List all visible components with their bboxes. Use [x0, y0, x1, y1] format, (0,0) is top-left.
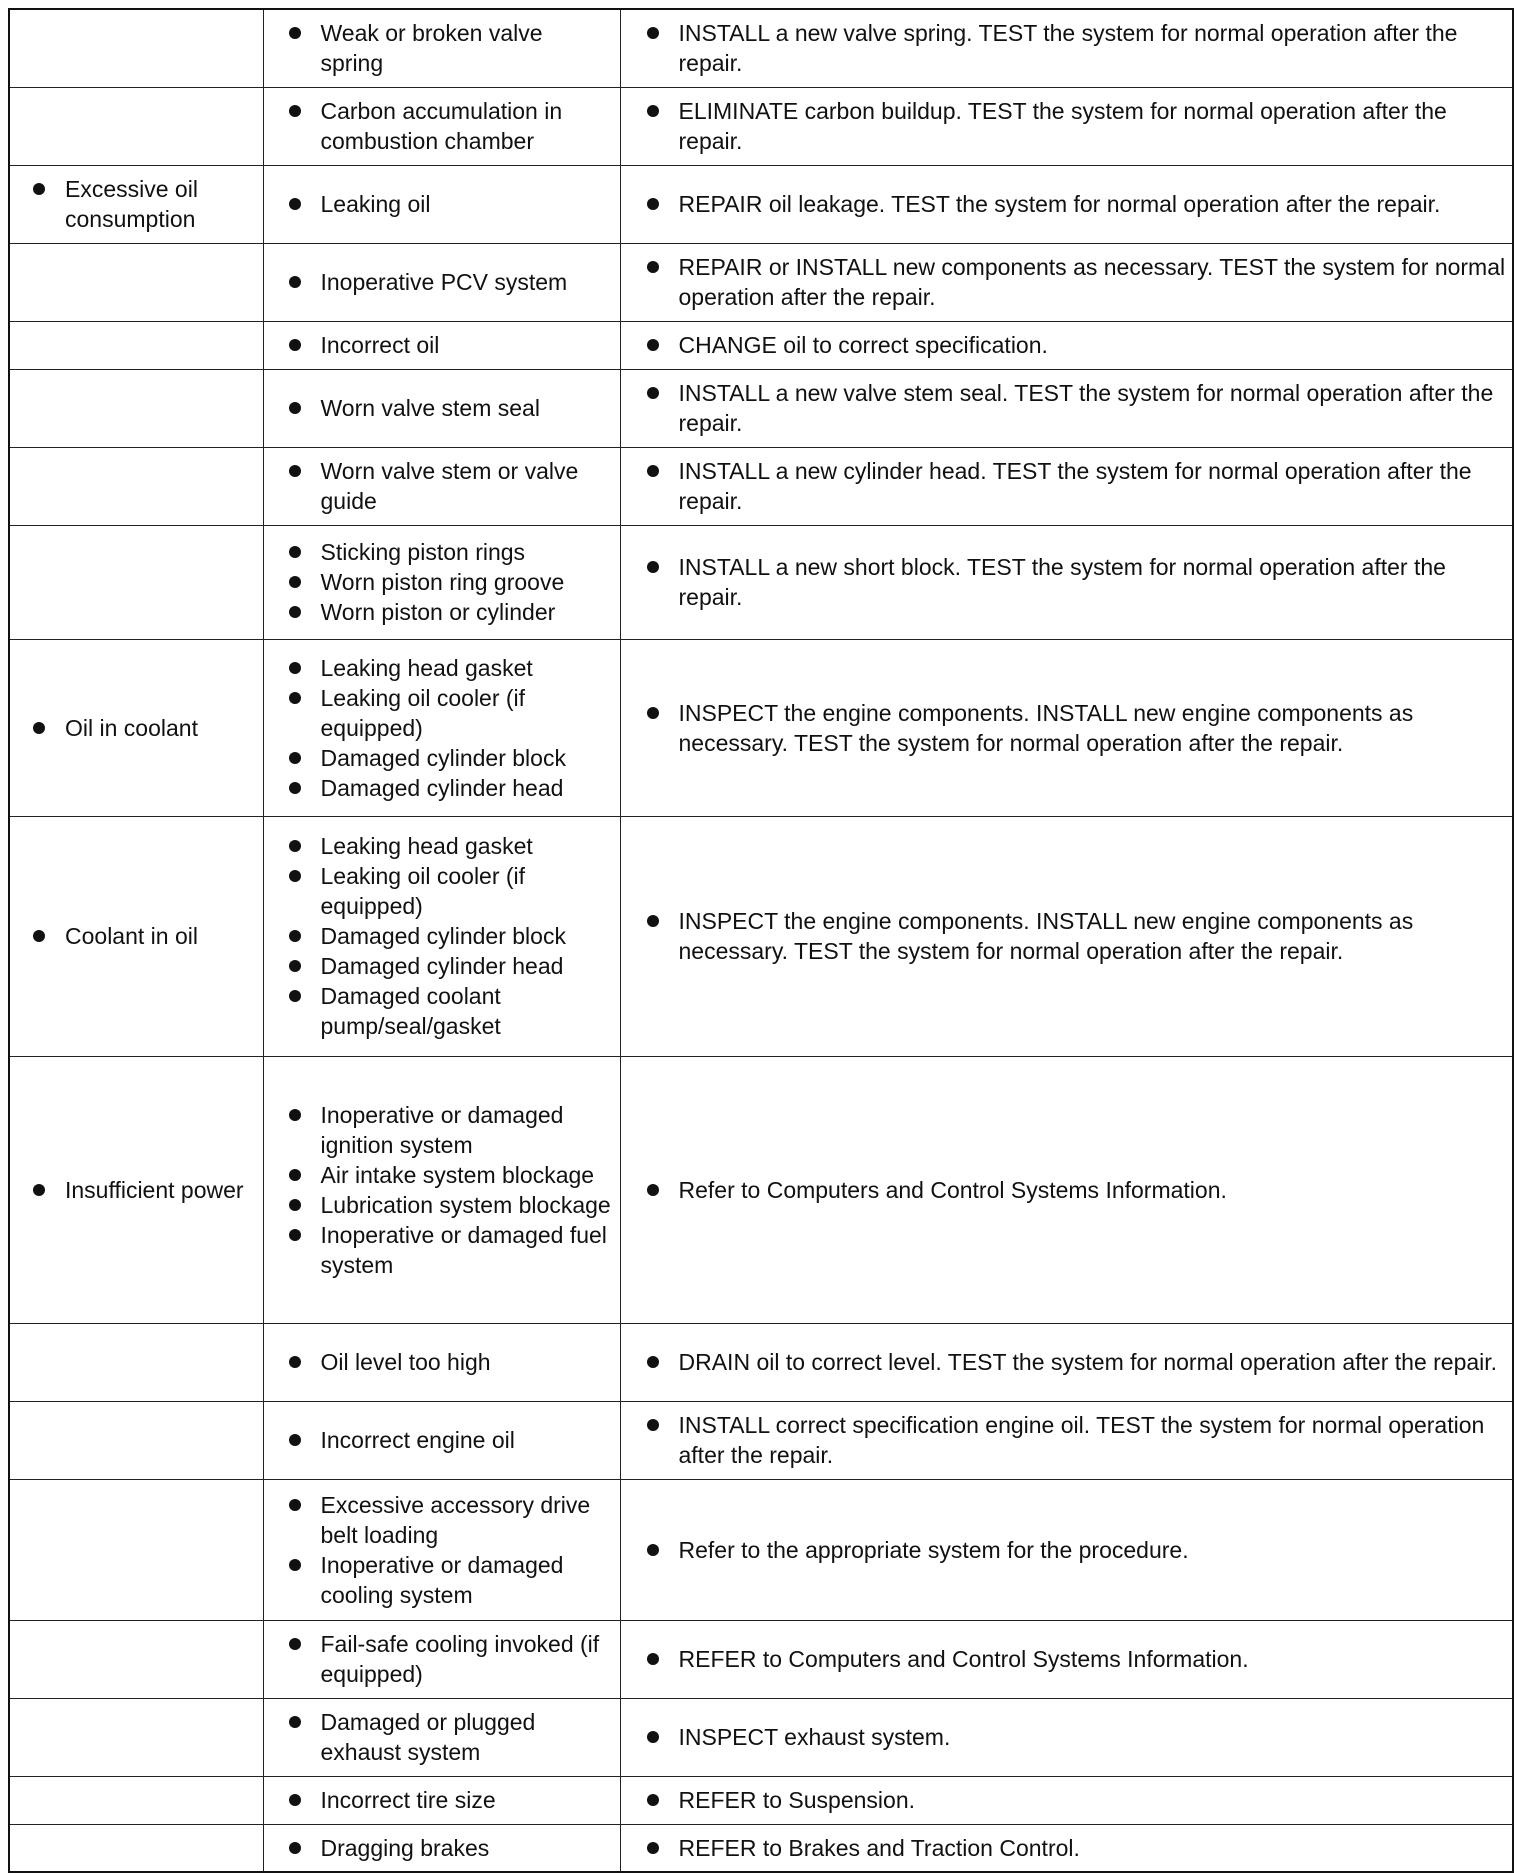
table-row	[9, 243, 1513, 321]
cause-item: Worn valve stem or valve guide	[264, 456, 620, 516]
cause-cell	[263, 1401, 620, 1479]
action-cell	[620, 816, 1513, 1056]
symptom-text: Insufficient power	[10, 1175, 263, 1205]
cause-item: Inoperative or damaged fuel system	[264, 1220, 620, 1280]
action-item: Refer to Computers and Control Systems Information.	[621, 1175, 1513, 1205]
cause-item: Carbon accumulation in combustion chamber	[264, 96, 620, 156]
symptom-cell	[9, 369, 263, 447]
table-row	[9, 1698, 1513, 1776]
cause-cell-list	[264, 456, 620, 516]
cause-cell-list	[264, 1100, 620, 1280]
action-cell-list	[621, 378, 1513, 438]
symptom-cell	[9, 639, 263, 816]
table-row	[9, 87, 1513, 165]
table-row	[9, 1620, 1513, 1698]
action-item: INSTALL correct specification engine oil. TEST the system for normal operation after the repair.	[621, 1410, 1513, 1470]
cause-item: Leaking oil cooler (if equipped)	[264, 861, 620, 921]
cause-cell	[263, 1056, 620, 1323]
action-item: ELIMINATE carbon buildup. TEST the system for normal operation after the repair.	[621, 96, 1513, 156]
table-row	[9, 1323, 1513, 1401]
cause-item: Incorrect oil	[264, 330, 620, 360]
cause-item: Sticking piston rings	[264, 537, 620, 567]
cause-cell	[263, 9, 620, 87]
symptom-cell	[9, 525, 263, 639]
table-row	[9, 1401, 1513, 1479]
action-cell	[620, 447, 1513, 525]
cause-cell-list	[264, 537, 620, 627]
action-cell	[620, 525, 1513, 639]
cause-cell-list	[264, 653, 620, 803]
symptom-cell	[9, 816, 263, 1056]
cause-cell-list	[264, 1707, 620, 1767]
cause-item: Worn piston ring groove	[264, 567, 620, 597]
cause-item: Lubrication system blockage	[264, 1190, 620, 1220]
cause-item: Fail-safe cooling invoked (if equipped)	[264, 1629, 620, 1689]
cause-item: Incorrect engine oil	[264, 1425, 620, 1455]
cause-cell-list	[264, 330, 620, 360]
cause-cell	[263, 87, 620, 165]
cause-cell	[263, 1479, 620, 1620]
cause-cell-list	[264, 1785, 620, 1815]
diagnosis-table-body	[9, 9, 1513, 1872]
symptom-cell	[9, 1698, 263, 1776]
symptom-cell	[9, 243, 263, 321]
action-item: REPAIR oil leakage. TEST the system for normal operation after the repair.	[621, 189, 1513, 219]
table-row	[9, 525, 1513, 639]
table-row	[9, 816, 1513, 1056]
cause-item: Weak or broken valve spring	[264, 18, 620, 78]
symptom-cell	[9, 447, 263, 525]
cause-item: Worn piston or cylinder	[264, 597, 620, 627]
table-row	[9, 1824, 1513, 1872]
symptom-cell	[9, 1401, 263, 1479]
cause-cell	[263, 321, 620, 369]
action-cell-list	[621, 1833, 1513, 1863]
cause-cell-list	[264, 393, 620, 423]
table-row	[9, 369, 1513, 447]
symptom-cell	[9, 165, 263, 243]
cause-cell	[263, 447, 620, 525]
table-row	[9, 1056, 1513, 1323]
action-cell-list	[621, 1175, 1513, 1205]
action-item: REFER to Computers and Control Systems Information.	[621, 1644, 1513, 1674]
action-cell	[620, 243, 1513, 321]
action-item: REFER to Brakes and Traction Control.	[621, 1833, 1513, 1863]
cause-cell	[263, 165, 620, 243]
diagnosis-table	[8, 8, 1514, 1873]
action-cell-list	[621, 1410, 1513, 1470]
cause-cell	[263, 816, 620, 1056]
cause-item: Inoperative or damaged cooling system	[264, 1550, 620, 1610]
symptom-cell-list	[10, 1175, 263, 1205]
cause-cell-list	[264, 18, 620, 78]
action-cell	[620, 1776, 1513, 1824]
symptom-text: Excessive oil consumption	[10, 174, 263, 234]
action-item: Refer to the appropriate system for the procedure.	[621, 1535, 1513, 1565]
table-row	[9, 1776, 1513, 1824]
cause-item: Leaking head gasket	[264, 653, 620, 683]
action-cell-list	[621, 698, 1513, 758]
symptom-cell	[9, 1323, 263, 1401]
symptom-cell	[9, 1620, 263, 1698]
cause-cell-list	[264, 267, 620, 297]
action-cell-list	[621, 552, 1513, 612]
cause-item: Dragging brakes	[264, 1833, 620, 1863]
cause-item: Air intake system blockage	[264, 1160, 620, 1190]
cause-cell-list	[264, 1833, 620, 1863]
cause-cell	[263, 1824, 620, 1872]
symptom-cell	[9, 1824, 263, 1872]
action-cell-list	[621, 1535, 1513, 1565]
cause-cell-list	[264, 1629, 620, 1689]
cause-item: Leaking head gasket	[264, 831, 620, 861]
action-cell	[620, 1479, 1513, 1620]
action-cell-list	[621, 189, 1513, 219]
cause-item: Damaged or plugged exhaust system	[264, 1707, 620, 1767]
action-cell-list	[621, 1347, 1513, 1377]
action-item: INSTALL a new cylinder head. TEST the system for normal operation after the repair.	[621, 456, 1513, 516]
action-item: REPAIR or INSTALL new components as necessary. TEST the system for normal operation after the repair.	[621, 252, 1513, 312]
cause-cell	[263, 1620, 620, 1698]
symptom-cell	[9, 87, 263, 165]
symptom-cell	[9, 9, 263, 87]
action-cell-list	[621, 330, 1513, 360]
action-cell-list	[621, 18, 1513, 78]
action-cell-list	[621, 1722, 1513, 1752]
table-row	[9, 639, 1513, 816]
action-item: INSPECT the engine components. INSTALL new engine components as necessary. TEST the system for normal operation after the repair.	[621, 906, 1513, 966]
cause-cell	[263, 1776, 620, 1824]
symptom-cell	[9, 321, 263, 369]
action-cell	[620, 639, 1513, 816]
cause-item: Worn valve stem seal	[264, 393, 620, 423]
cause-cell-list	[264, 96, 620, 156]
cause-item: Oil level too high	[264, 1347, 620, 1377]
action-cell-list	[621, 456, 1513, 516]
cause-item: Inoperative or damaged ignition system	[264, 1100, 620, 1160]
cause-item: Inoperative PCV system	[264, 267, 620, 297]
action-cell	[620, 1824, 1513, 1872]
action-cell	[620, 1401, 1513, 1479]
symptom-cell	[9, 1479, 263, 1620]
action-cell-list	[621, 906, 1513, 966]
cause-item: Damaged cylinder head	[264, 773, 620, 803]
cause-cell	[263, 1323, 620, 1401]
cause-cell	[263, 1698, 620, 1776]
action-cell	[620, 369, 1513, 447]
cause-cell	[263, 639, 620, 816]
cause-item: Excessive accessory drive belt loading	[264, 1490, 620, 1550]
cause-item: Leaking oil cooler (if equipped)	[264, 683, 620, 743]
cause-cell-list	[264, 1490, 620, 1610]
cause-cell-list	[264, 1425, 620, 1455]
symptom-cell-list	[10, 174, 263, 234]
action-cell	[620, 1056, 1513, 1323]
action-cell	[620, 9, 1513, 87]
action-cell	[620, 87, 1513, 165]
action-cell	[620, 1698, 1513, 1776]
symptom-cell-list	[10, 921, 263, 951]
table-row	[9, 447, 1513, 525]
action-item: REFER to Suspension.	[621, 1785, 1513, 1815]
table-row	[9, 165, 1513, 243]
table-row	[9, 1479, 1513, 1620]
cause-cell	[263, 369, 620, 447]
action-cell-list	[621, 252, 1513, 312]
action-item: INSTALL a new short block. TEST the system for normal operation after the repair.	[621, 552, 1513, 612]
action-item: INSPECT exhaust system.	[621, 1722, 1513, 1752]
action-cell	[620, 1323, 1513, 1401]
cause-cell-list	[264, 831, 620, 1041]
cause-item: Damaged coolant pump/seal/gasket	[264, 981, 620, 1041]
action-cell-list	[621, 96, 1513, 156]
cause-item: Leaking oil	[264, 189, 620, 219]
symptom-cell	[9, 1056, 263, 1323]
action-cell-list	[621, 1644, 1513, 1674]
cause-item: Damaged cylinder block	[264, 921, 620, 951]
symptom-cell-list	[10, 713, 263, 743]
cause-cell	[263, 525, 620, 639]
cause-cell	[263, 243, 620, 321]
cause-cell-list	[264, 189, 620, 219]
action-item: DRAIN oil to correct level. TEST the system for normal operation after the repair.	[621, 1347, 1513, 1377]
table-row	[9, 9, 1513, 87]
symptom-cell	[9, 1776, 263, 1824]
cause-item: Incorrect tire size	[264, 1785, 620, 1815]
symptom-text: Oil in coolant	[10, 713, 263, 743]
cause-item: Damaged cylinder head	[264, 951, 620, 981]
action-item: INSTALL a new valve stem seal. TEST the system for normal operation after the repair.	[621, 378, 1513, 438]
symptom-text: Coolant in oil	[10, 921, 263, 951]
action-item: CHANGE oil to correct specification.	[621, 330, 1513, 360]
cause-item: Damaged cylinder block	[264, 743, 620, 773]
action-cell	[620, 1620, 1513, 1698]
action-cell-list	[621, 1785, 1513, 1815]
action-item: INSTALL a new valve spring. TEST the system for normal operation after the repair.	[621, 18, 1513, 78]
action-cell	[620, 321, 1513, 369]
table-row	[9, 321, 1513, 369]
cause-cell-list	[264, 1347, 620, 1377]
action-cell	[620, 165, 1513, 243]
action-item: INSPECT the engine components. INSTALL new engine components as necessary. TEST the system for normal operation after the repair.	[621, 698, 1513, 758]
